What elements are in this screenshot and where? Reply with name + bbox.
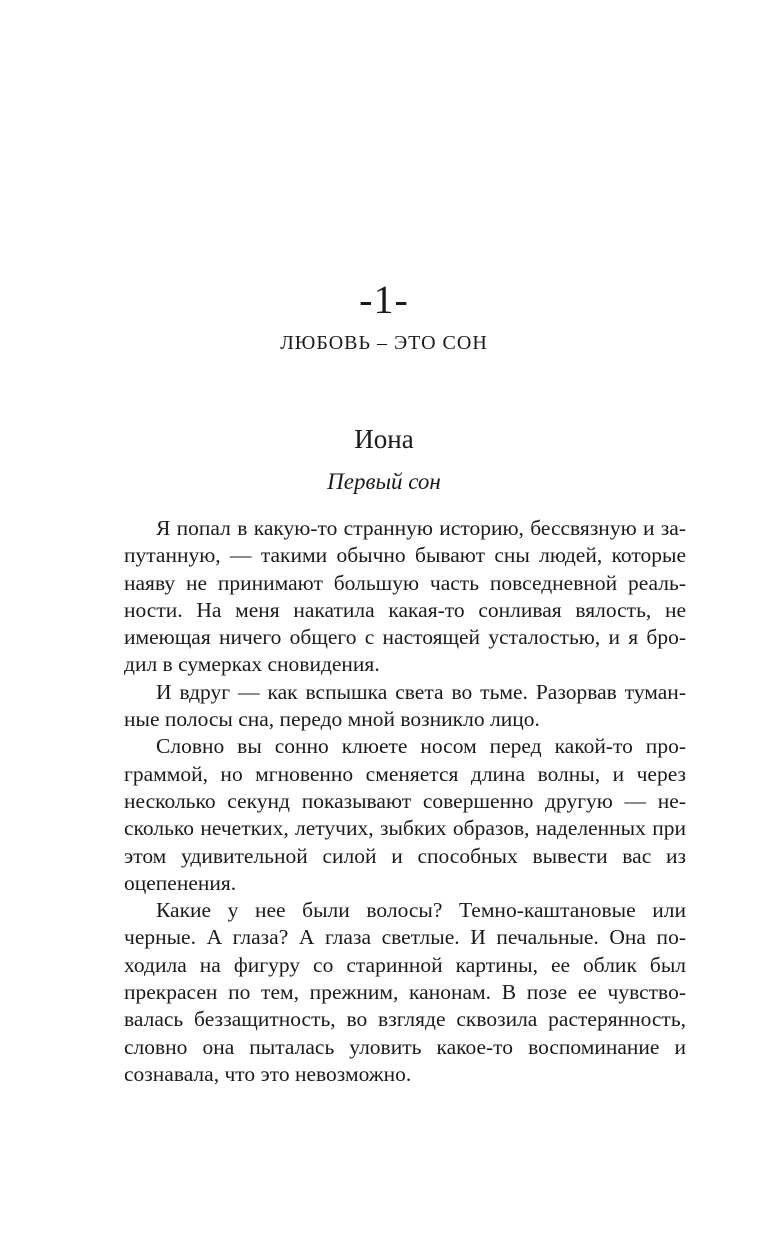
paragraph: Я попал в какую-то странную историю, бессвязную и запутанную, — такими обычно бывают сны людей, которые наяву не принимают большую часть повседневной реальности. На меня накатила какая-то сонливая вялость, не имеющая ничего общего с настоящей усталостью, и я бродил в сумерках сновидения. xyxy=(124,516,686,677)
section-title: Иона xyxy=(354,424,414,454)
chapter-title: ЛЮБОВЬ – ЭТО СОН xyxy=(280,332,488,354)
paragraph: Какие у нее были волосы? Темно-каштановые или черные. А глаза? А глаза светлые. И печальные. Она походила на фигуру со старинной картины, ее облик был прекрасен по тем, прежним, канонам. В позе ее чувствовалась беззащитность, во взгляде сквозила растерянность, словно она пыталась уловить какое-то воспоминание и сознавала, что это невозможно. xyxy=(124,898,686,1086)
chapter-number: -1- xyxy=(359,277,409,322)
body-text xyxy=(124,515,686,1088)
paragraph: Словно вы сонно клюете носом перед какой-то программой, но мгновенно сменяется длина волны, и через несколько секунд показывают совершенно другую — несколько нечетких, летучих, зыбких образов, наделенных при этом удивительной силой и способных вывести вас из оцепенения. xyxy=(124,734,686,895)
paragraph: И вдруг — как вспышка света во тьме. Разорвав туманные полосы сна, передо мной возникло лицо. xyxy=(124,679,686,732)
section-subtitle: Первый сон xyxy=(327,469,441,494)
